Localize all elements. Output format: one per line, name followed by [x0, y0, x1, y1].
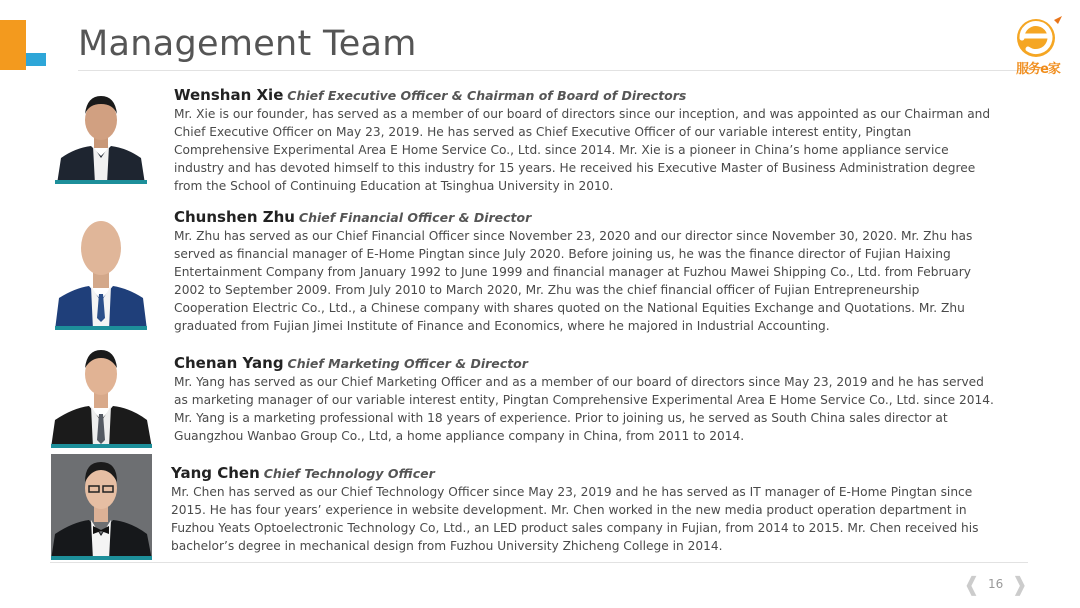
- portrait-photo: [55, 208, 147, 330]
- member-role: Chief Technology Officer: [263, 466, 435, 481]
- photo-accent-bar: [51, 556, 152, 560]
- portrait-photo: [51, 344, 152, 448]
- corner-accent-orange: [0, 20, 26, 70]
- photo-accent-bar: [55, 326, 147, 330]
- member-name: Wenshan Xie: [174, 86, 284, 104]
- page-number: 16: [987, 577, 1004, 591]
- bottom-divider: [50, 562, 1028, 563]
- company-logo: [1008, 14, 1068, 78]
- member-bio: Mr. Yang has served as our Chief Marketing Officer and as a member of our board of directors since May 23, 2019 and he has served as marketing manager of our variable interest entity, Pingtan Comprehensive Experimental Area E Home Service Co., Ltd. since 2014. Mr. Yang is a marketing professional with 18 years of experience. Prior to joining us, he served as South China sales director at Guangzhou Wanbao Group Co., Ltd, a home appliance company in China, from 2011 to 2014.: [174, 375, 994, 444]
- portrait-photo: [51, 454, 152, 560]
- member-role: Chief Marketing Officer & Director: [287, 356, 528, 371]
- member-name: Chunshen Zhu: [174, 208, 295, 226]
- member-bio: Mr. Zhu has served as our Chief Financial Officer since November 23, 2020 and our director since November 30, 2020. Mr. Zhu has served as financial manager of E-Home Pingtan since July 2020. Before joining us, he was the finance director of Fujian Haixing Entertainment Company from January 1992 to June 1999 and financial manager at Fuzhou Mawei Shipping Co., Ltd. from February 2002 to September 2009. From July 2010 to March 2020, Mr. Zhu was the chief financial officer of Fujian Entrepreneurship Cooperation Electric Co., Ltd., a Chinese company with shares quoted on the National Equities Exchange and Quotations. Mr. Zhu graduated from Fujian Jimei Institute of Finance and Economics, where he majored in Industrial Accounting.: [174, 229, 973, 334]
- member-bio: Mr. Xie is our founder, has served as a member of our board of directors since our inception, and was appointed as our Chairman and Chief Executive Officer on May 23, 2019. He has served as Chief Executive Officer of our variable interest entity, Pingtan Comprehensive Experimental Area E Home Service Co., Ltd. since 2014. Mr. Xie is a pioneer in China’s home appliance service industry and has devoted himself to this industry for 15 years. He received his Executive Master of Business Administration degree from the School of Continuing Education at Tsinghua University in 2010.: [174, 107, 991, 194]
- chevron-right-icon[interactable]: ❱: [1011, 572, 1028, 596]
- page-navigator: [963, 572, 1028, 596]
- member-role: Chief Financial Officer & Director: [298, 210, 532, 225]
- title-divider: [78, 70, 1030, 71]
- page-title: Management Team: [78, 24, 417, 64]
- member-name: Yang Chen: [171, 464, 260, 482]
- member-name: Chenan Yang: [174, 354, 284, 372]
- corner-accent-blue: [26, 53, 46, 66]
- portrait-photo: [55, 86, 147, 184]
- photo-accent-bar: [51, 444, 152, 448]
- photo-accent-bar: [55, 180, 147, 184]
- chevron-left-icon[interactable]: ❰: [963, 572, 980, 596]
- member-bio: Mr. Chen has served as our Chief Technology Officer since May 23, 2019 and he has served as IT manager of E-Home Pingtan since 2015. He has four years’ experience in website development. Mr. Chen worked in the new media product operation department in Fuzhou Yeats Optoelectronic Technology Co, Ltd., an LED product sales company in Fujian, from 2014 to 2015. Mr. Chen received his bachelor’s degree in mechanical design from Fuzhou University Zhicheng College in 2014.: [171, 485, 979, 554]
- logo-text: 服务e家: [1016, 62, 1060, 77]
- member-role: Chief Executive Officer & Chairman of Board of Directors: [287, 88, 687, 103]
